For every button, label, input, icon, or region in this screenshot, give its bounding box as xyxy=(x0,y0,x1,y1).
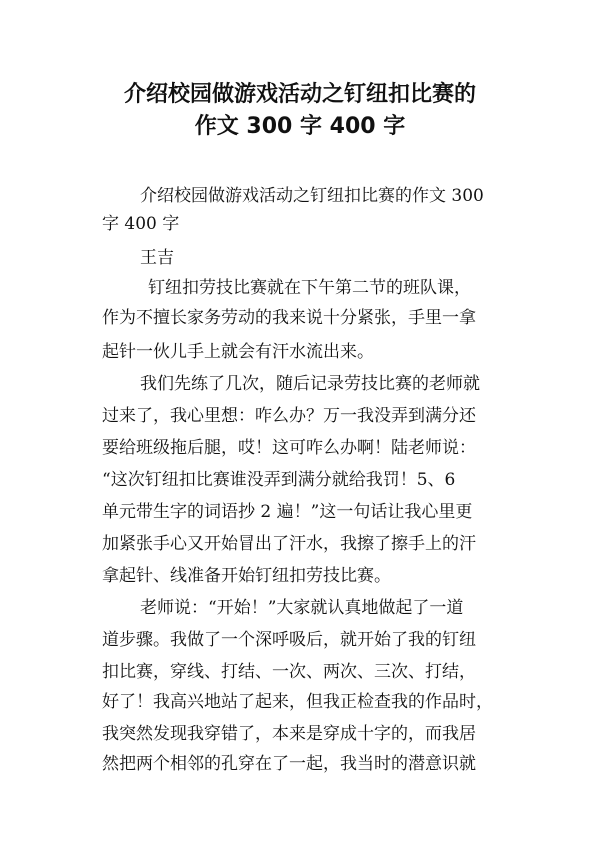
body-line: 道步骤。我做了一个深呼吸后，就开始了我的钉纽 xyxy=(102,630,476,650)
body-line: 钉纽扣劳技比赛就在下午第二节的班队课， xyxy=(148,278,471,298)
body-line: 老师说：“开始！”大家就认真地做起了一道 xyxy=(140,598,464,618)
body-line: “这次钉纽扣比赛谁没弄到满分就给我罚！5、6 xyxy=(102,470,456,490)
body-line: 我突然发现我穿错了，本来是穿成十字的，而我居 xyxy=(102,724,476,744)
body-line: 要给班级拖后腿，哎！这可咋么办啊！陆老师说： xyxy=(102,438,476,458)
body-line: 过来了，我心里想：咋么办？万一我没弄到满分还 xyxy=(102,406,476,426)
body-line: 加紧张手心又开始冒出了汗水，我擦了擦手上的汗 xyxy=(102,534,476,554)
body-line: 拿起针、线准备开始钉纽扣劳技比赛。 xyxy=(102,566,391,586)
document-title-line-1: 介绍校园做游戏活动之钉纽扣比赛的 xyxy=(123,82,476,107)
body-line: 单元带生字的词语抄 2 遍！”这一句话让我心里更 xyxy=(102,502,473,522)
body-line: 我们先练了几次，随后记录劳技比赛的老师就 xyxy=(140,374,480,394)
document-title-line-2: 作文 300 字 400 字 xyxy=(194,114,406,139)
body-line: 介绍校园做游戏活动之钉纽扣比赛的作文 300 xyxy=(140,186,484,206)
author-name: 王吉 xyxy=(140,248,174,268)
body-line: 起针一伙儿手上就会有汗水流出来。 xyxy=(102,342,374,362)
body-line: 扣比赛，穿线、打结、一次、两次、三次、打结， xyxy=(102,662,476,682)
body-line: 作为不擅长家务劳动的我来说十分紧张，手里一拿 xyxy=(102,308,476,328)
body-line: 字 400 字 xyxy=(102,214,180,234)
body-line: 好了！我高兴地站了起来，但我正检查我的作品时， xyxy=(102,692,493,712)
body-line: 然把两个相邻的孔穿在了一起，我当时的潜意识就 xyxy=(102,754,476,774)
